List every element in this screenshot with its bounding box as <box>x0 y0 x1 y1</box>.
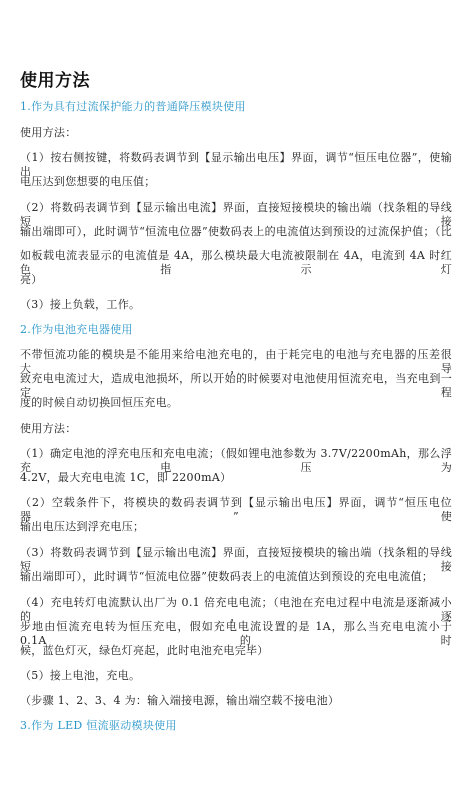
section-heading-2: 2.作为电池充电器使用 <box>20 323 133 336</box>
paragraph-line: （步骤 1、2、3、4 为：输入端接电源，输出端空载不接电池） <box>20 694 340 707</box>
paragraph-line: 输出电压达到浮充电压； <box>20 520 145 533</box>
paragraph-line: 亮） <box>20 273 43 286</box>
section-heading-1: 1.作为具有过流保护能力的普通降压模块使用 <box>20 100 246 113</box>
paragraph-line: 度的时候自动切换回恒压充电。 <box>20 396 179 409</box>
paragraph-line: （2）空载条件下，将模块的数码表调节到【显示输出电压】界面，调节“恒压电位器”使 <box>20 496 452 523</box>
page-title: 使用方法 <box>20 71 90 91</box>
paragraph-line: 候，蓝色灯灭，绿色灯亮起，此时电池充电完毕） <box>20 644 269 657</box>
usage-label: 使用方法： <box>20 422 77 435</box>
paragraph-line: （4）充电转灯电流默认出厂为 0.1 倍充电电流；（电池在充电过程中电流是逐渐减小的，逐 <box>20 596 452 623</box>
section-heading-3: 3.作为 LED 恒流驱动模块使用 <box>20 719 177 732</box>
paragraph-line: （5）接上电池，充电。 <box>20 669 141 682</box>
paragraph-line: （1）确定电池的浮充电压和充电电流；（假如锂电池参数为 3.7V/2200mAh，那么浮充电压为 <box>20 447 452 474</box>
paragraph-line: 如板载电流表显示的电流值是 4A，那么模块最大电流被限制在 4A，电流到 4A 时红色指示灯 <box>20 249 452 276</box>
paragraph-line: （3）将数码表调节到【显示输出电流】界面，直接短接模块的输出端（找条粗的导线短接 <box>20 546 452 573</box>
paragraph-line: 输出端即可），此时调节“恒流电位器”使数码表上的电流值达到预设的过流保护值；（比 <box>20 225 452 238</box>
paragraph-line: （3）接上负载，工作。 <box>20 298 141 311</box>
paragraph-line: （2）将数码表调节到【显示输出电流】界面，直接短接模块的输出端（找条粗的导线短接 <box>20 201 452 228</box>
paragraph-line: 4.2V，最大充电电流 1C，即 2200mA） <box>20 471 232 484</box>
paragraph-line: 步地由恒流充电转为恒压充电，假如充电电流设置的是 1A，那么当充电电流小于 0.1A 的时 <box>20 620 452 647</box>
usage-label: 使用方法： <box>20 126 77 139</box>
paragraph-line: 电压达到您想要的电压值； <box>20 175 156 188</box>
paragraph-line: 不带恒流功能的模块是不能用来给电池充电的，由于耗完电的电池与充电器的压差很大，导 <box>20 348 452 375</box>
paragraph-line: （1）按右侧按键，将数码表调节到【显示输出电压】界面，调节“恒压电位器”，使输出 <box>20 151 452 178</box>
paragraph-line: 致充电电流过大，造成电池损坏，所以开始的时候要对电池使用恒流充电，当充电到一定程 <box>20 372 452 399</box>
paragraph-line: 输出端即可），此时调节“恒流电位器”使数码表上的电流值达到预设的充电电流值； <box>20 570 434 583</box>
